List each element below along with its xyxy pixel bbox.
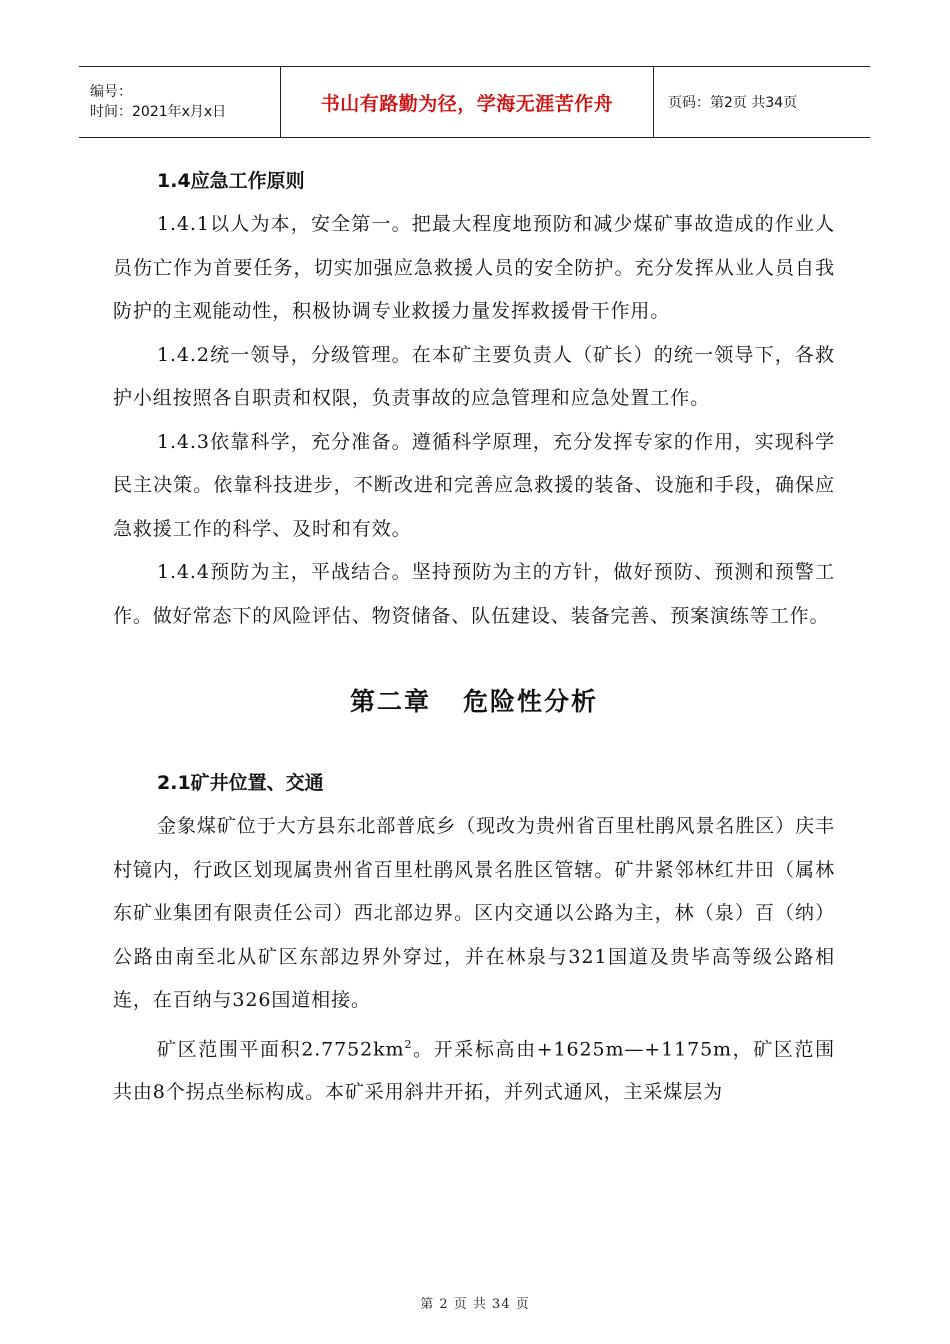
header-meta [79, 67, 281, 137]
document-body [113, 160, 835, 1115]
section-heading-1-4: 1.4应急工作原则 [157, 170, 305, 192]
header-page-info: 页码：第2页 共34页 [668, 95, 798, 111]
paragraph-2-1-1: 金象煤矿位于大方县东北部普底乡（现改为贵州省百里杜鹃风景名胜区）庆丰村镜内，行政区划现属贵州省百里杜鹃风景名胜区管辖。矿井紧邻林红井田（属林东矿业集团有限责任公司）西北部边界。区内交通以公路为主，林（泉）百（纳）公路由南至北从矿区东部边界外穿过，并在林泉与321国道及贵毕高等级公路相连，在百纳与326国道相接。 [113, 815, 835, 1011]
paragraph-1-4-4: 1.4.4预防为主，平战结合。坚持预防为主的方针，做好预防、预测和预警工作。做好常态下的风险评估、物资储备、队伍建设、装备完善、预案演练等工作。 [113, 561, 835, 627]
paragraph-2-1-2-part-a: 矿区范围平面积2.7752km [157, 1037, 405, 1060]
page-header [79, 66, 870, 138]
paragraph-1-4-2: 1.4.2统一领导，分级管理。在本矿主要负责人（矿长）的统一领导下，各救护小组按照各自职责和权限，负责事故的应急管理和应急处置工作。 [113, 343, 835, 409]
paragraph-1-4-3: 1.4.3依靠科学，充分准备。遵循科学原理，充分发挥专家的作用，实现科学民主决策。依靠科技进步，不断改进和完善应急救援的装备、设施和手段，确保应急救援工作的科学、及时和有效。 [113, 430, 835, 540]
paragraph-1-4-1: 1.4.1以人为本，安全第一。把最大程度地预防和减少煤矿事故造成的作业人员伤亡作为首要任务，切实加强应急救援人员的安全防护。充分发挥从业人员自我防护的主观能动性，积极协调专业救援力量发挥救援骨干作用。 [113, 213, 835, 322]
time-label: 时间：2021年x月x日 [90, 104, 227, 120]
paragraph-2-1-2 [113, 1023, 835, 1115]
chapter-title: 第二章 危险性分析 [349, 687, 599, 716]
number-label: 编号： [90, 84, 132, 100]
header-motto: 书山有路勤为径，学海无涯苦作舟 [281, 67, 654, 137]
paragraph-2-1-2-part-b: 。开采标高由+1625m—+1175m，矿区范围共由8个拐点坐标构成。本矿采用斜井开拓，并列式通风，主采煤层为 [113, 1037, 835, 1104]
section-heading-2-1: 2.1矿井位置、交通 [157, 772, 324, 794]
page-footer: 第 2 页 共 34 页 [420, 1297, 530, 1312]
superscript-2: 2 [404, 1037, 413, 1051]
